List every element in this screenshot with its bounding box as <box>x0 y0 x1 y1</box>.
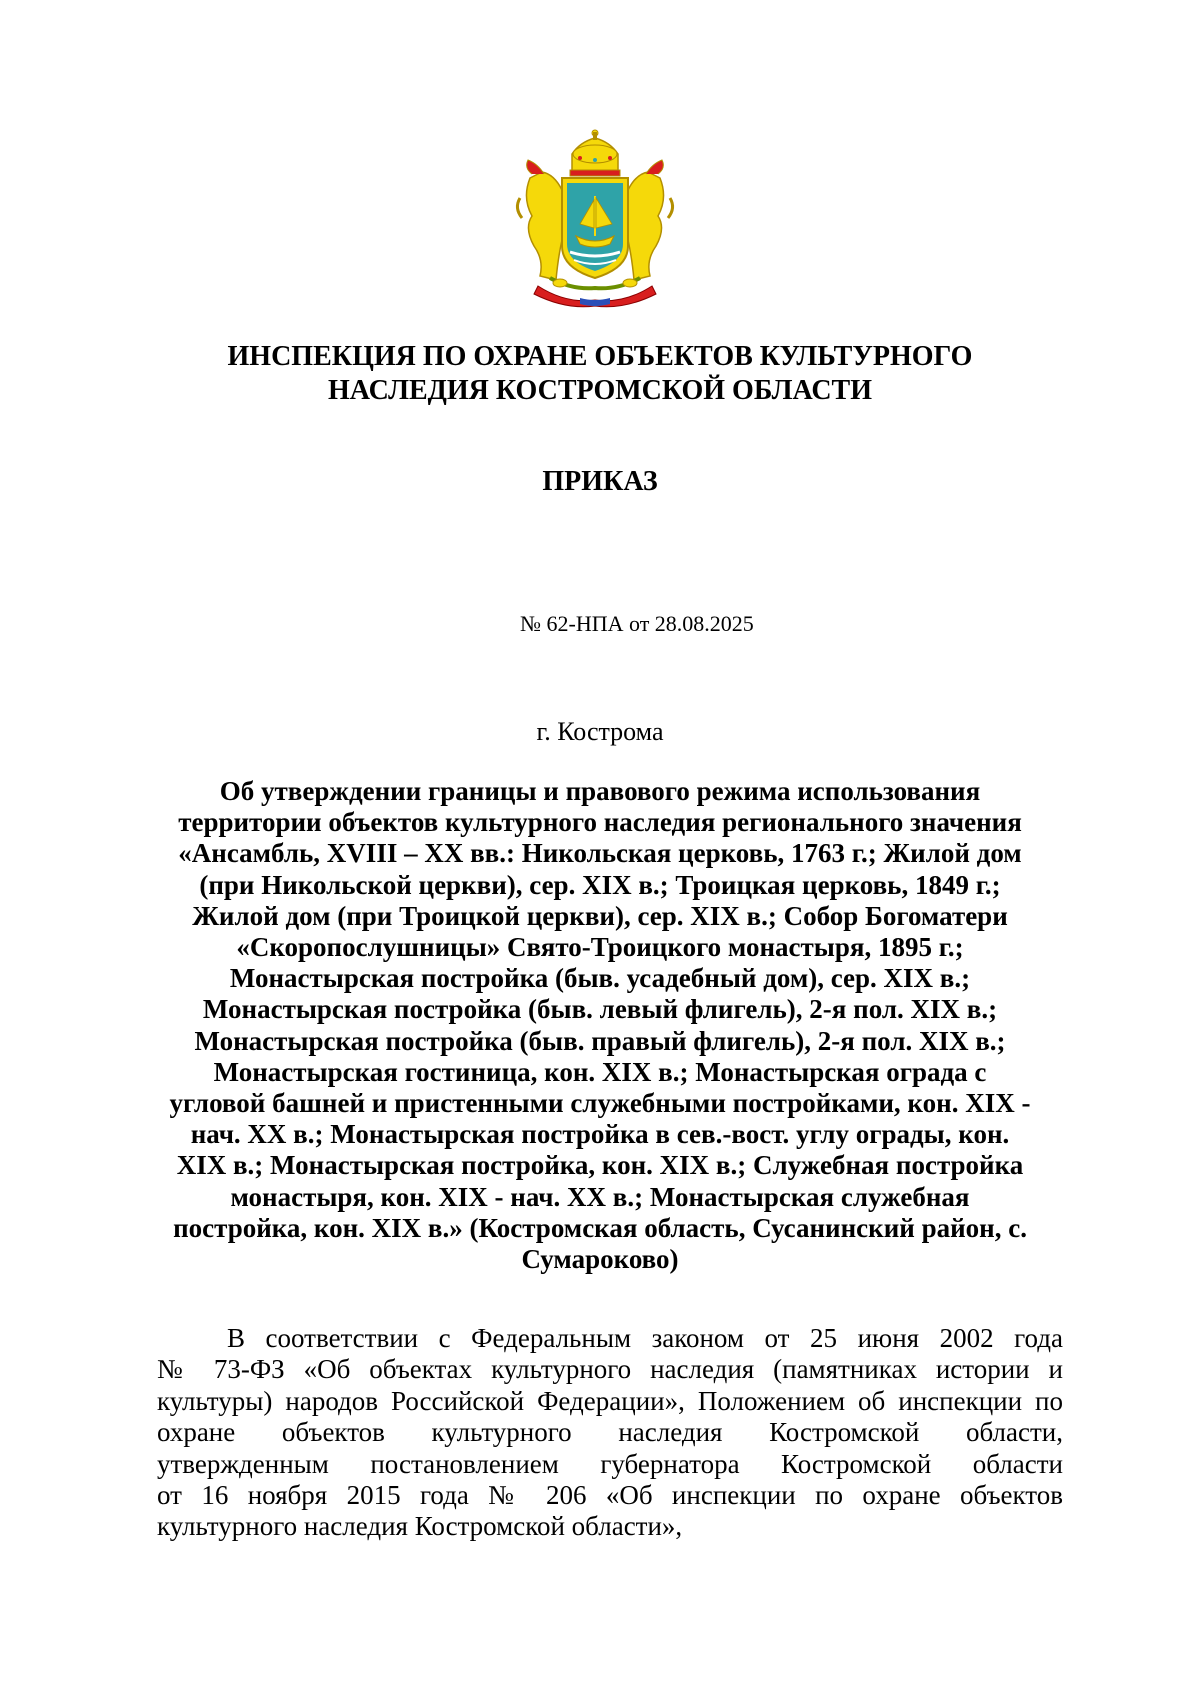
document-body-paragraph <box>157 1323 1063 1543</box>
organization-title-line: ИНСПЕКЦИЯ ПО ОХРАНЕ ОБЪЕКТОВ КУЛЬТУРНОГО <box>227 341 973 372</box>
shield-icon <box>562 178 628 278</box>
subject-line: постройка, кон. XIX в.» (Костромская область, Сусанинский район, с. <box>173 1212 1027 1243</box>
document-type: ПРИКАЗ <box>542 466 658 497</box>
subject-line: Монастырская гостиница, кон. XIX в.; Монастырская ограда с <box>213 1056 987 1087</box>
body-line: утвержденным постановлением губернатора Костромской области <box>157 1448 1063 1479</box>
document-subject <box>140 776 1060 1275</box>
body-line: № 73-ФЗ «Об объектах культурного наследия (памятниках истории и <box>157 1354 1063 1385</box>
document-city: г. Кострома <box>536 717 664 746</box>
subject-line: Монастырская постройка (быв. усадебный дом), сер. XIX в.; <box>229 963 971 994</box>
subject-line: Монастырская постройка (быв. правый флигель), 2-я пол. XIX в.; <box>194 1025 1006 1056</box>
body-line: культуры) народов Российской Федерации», Положением об инспекции по <box>157 1385 1063 1416</box>
organization-title-line: НАСЛЕДИЯ КОСТРОМСКОЙ ОБЛАСТИ <box>327 375 873 406</box>
subject-line: (при Никольской церкви), сер. XIX в.; Троицкая церковь, 1849 г.; <box>199 869 1001 900</box>
subject-line: Жилой дом (при Троицкой церкви), сер. XIX в.; Собор Богоматери <box>192 900 1008 931</box>
subject-line: XIX в.; Монастырская постройка, кон. XIX в.; Служебная постройка <box>176 1150 1024 1181</box>
subject-line: Монастырская постройка (быв. левый флигель), 2-я пол. XIX в.; <box>202 994 998 1025</box>
subject-line: «Ансамбль, XVIII – XX вв.: Никольская церковь, 1763 г.; Жилой дом <box>178 838 1022 869</box>
body-line: от 16 ноября 2015 года № 206 «Об инспекции по охране объектов <box>157 1480 1063 1511</box>
right-lion-icon <box>628 160 673 280</box>
left-lion-icon <box>517 160 562 280</box>
organization-title <box>100 340 1100 408</box>
subject-line: монастыря, кон. XIX - нач. XX в.; Монастырская служебная <box>230 1181 970 1212</box>
document-number-date: № 62-НПА от 28.08.2025 <box>520 611 754 636</box>
coat-of-arms-icon <box>510 128 680 308</box>
subject-line: нач. XX в.; Монастырская постройка в сев.-вост. углу ограды, кон. <box>190 1119 1010 1150</box>
body-line: охране объектов культурного наследия Костромской области, <box>157 1417 1063 1448</box>
subject-line: угловой башней и пристенными служебными постройками, кон. XIX - <box>169 1088 1031 1119</box>
subject-line: «Скоропослушницы» Свято-Троицкого монастыря, 1895 г.; <box>236 932 964 963</box>
body-line: В соответствии с Федеральным законом от 25 июня 2002 года <box>227 1323 1063 1353</box>
subject-line: территории объектов культурного наследия регионального значения <box>178 807 1022 838</box>
crown-icon <box>570 130 620 176</box>
body-line: культурного наследия Костромской области», <box>157 1511 683 1542</box>
oak-branches-icon <box>550 278 640 288</box>
subject-line: Об утверждении границы и правового режима использования <box>219 776 981 806</box>
subject-line: Сумароково) <box>521 1244 679 1275</box>
